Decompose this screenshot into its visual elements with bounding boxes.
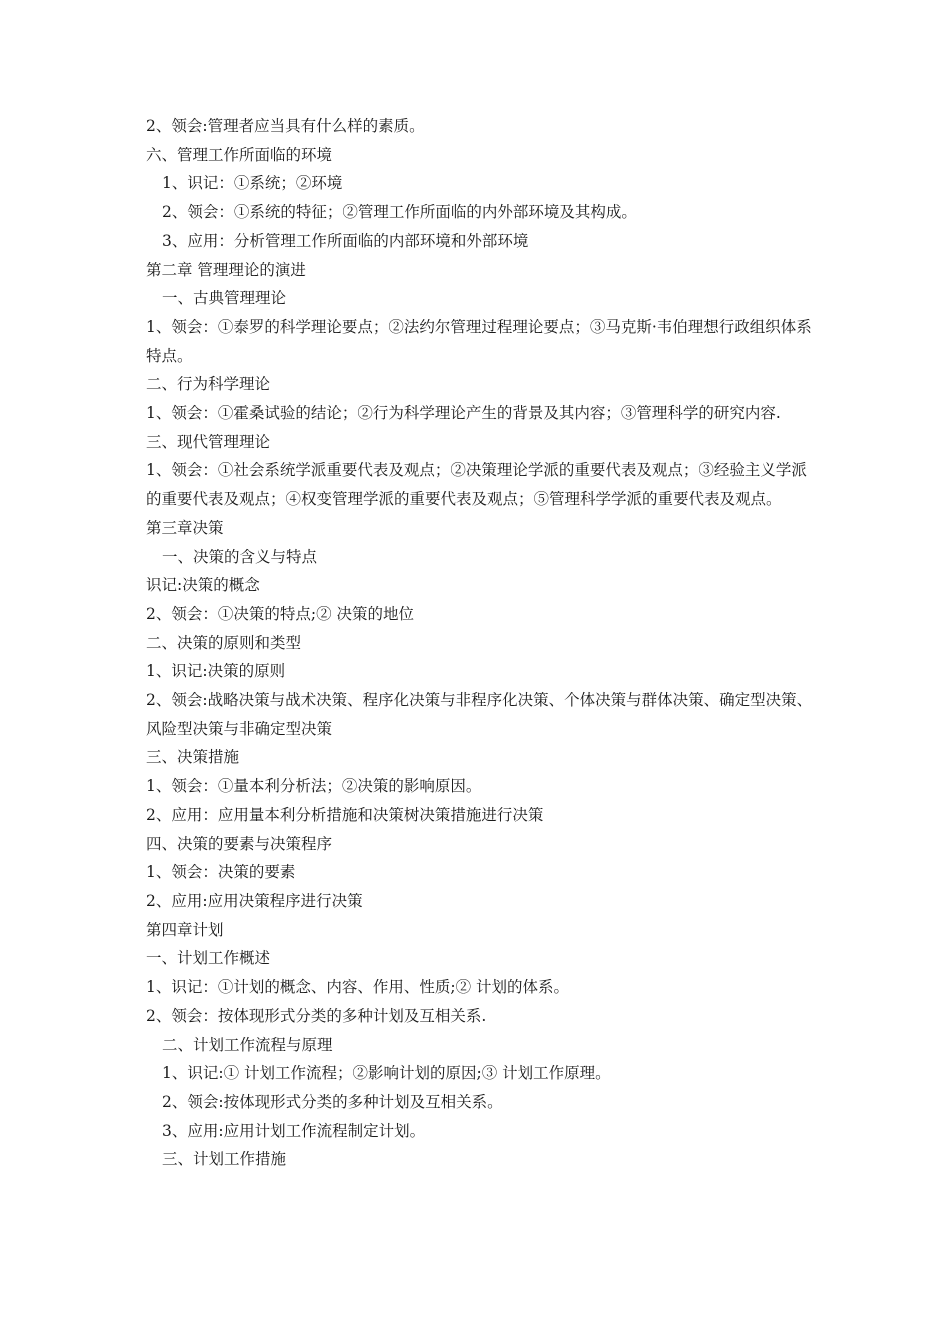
document-line: 四、决策的要素与决策程序: [146, 834, 333, 853]
document-line: 一、决策的含义与特点: [162, 547, 318, 566]
document-line: 3、应用：分析管理工作所面临的内部环境和外部环境: [162, 231, 529, 250]
document-line: 三、现代管理理论: [146, 432, 271, 451]
document-body: [146, 112, 816, 1174]
document-line: 二、行为科学理论: [146, 375, 271, 394]
document-line: 六、管理工作所面临的环境: [146, 145, 333, 164]
document-line: 一、计划工作概述: [146, 949, 271, 968]
document-line: 3、应用:应用计划工作流程制定计划。: [162, 1121, 426, 1140]
document-line: 2、领会：①决策的特点;② 决策的地位: [146, 604, 415, 623]
document-line: 第三章决策: [146, 518, 224, 537]
document-line: 二、计划工作流程与原理: [162, 1035, 333, 1054]
document-line: 1、领会：①量本利分析法；②决策的影响原因。: [146, 777, 482, 796]
document-line: 1、识记:决策的原则: [146, 662, 286, 681]
document-line: 2、领会:管理者应当具有什么样的素质。: [146, 117, 425, 135]
document-line: 二、决策的原则和类型: [146, 633, 302, 652]
document-line: 1、识记：①系统；②环境: [162, 174, 343, 193]
document-line: 2、应用：应用量本利分析措施和决策树决策措施进行决策: [146, 805, 544, 824]
document-line: 2、领会:战略决策与战术决策、程序化决策与非程序化决策、个体决策与群体决策、确定型决策、风险型决策与非确定型决策: [146, 691, 813, 738]
document-line: 1、识记:① 计划工作流程；②影响计划的原因;③ 计划工作原理。: [162, 1064, 611, 1083]
document-line: 1、领会：①社会系统学派重要代表及观点；②决策理论学派的重要代表及观点；③经验主义学派的重要代表及观点；④权变管理学派的重要代表及观点；⑤管理科学学派的重要代表及观点。: [146, 461, 807, 509]
document-line: 1、领会：①霍桑试验的结论；②行为科学理论产生的背景及其内容；③管理科学的研究内容.: [146, 404, 781, 423]
document-line: 2、领会:按体现形式分类的多种计划及互相关系。: [162, 1092, 503, 1111]
document-line: 2、领会：按体现形式分类的多种计划及互相关系.: [146, 1006, 487, 1025]
document-line: 第二章 管理理论的演进: [146, 260, 306, 279]
document-line: 一、古典管理理论: [162, 289, 287, 308]
document-line: 第四章计划: [146, 920, 224, 939]
document-line: 2、应用:应用决策程序进行决策: [146, 891, 363, 910]
document-line: 1、领会：决策的要素: [146, 863, 296, 882]
document-line: 1、识记：①计划的概念、内容、作用、性质;② 计划的体系。: [146, 978, 570, 997]
document-line: 三、计划工作措施: [162, 1150, 287, 1169]
document-line: 识记:决策的概念: [146, 576, 260, 595]
document-line: 1、领会：①泰罗的科学理论要点；②法约尔管理过程理论要点；③马克斯·韦伯理想行政组织体系特点。: [146, 317, 812, 365]
document-line: 三、决策措施: [146, 748, 240, 767]
document-line: 2、领会：①系统的特征；②管理工作所面临的内外部环境及其构成。: [162, 203, 637, 222]
